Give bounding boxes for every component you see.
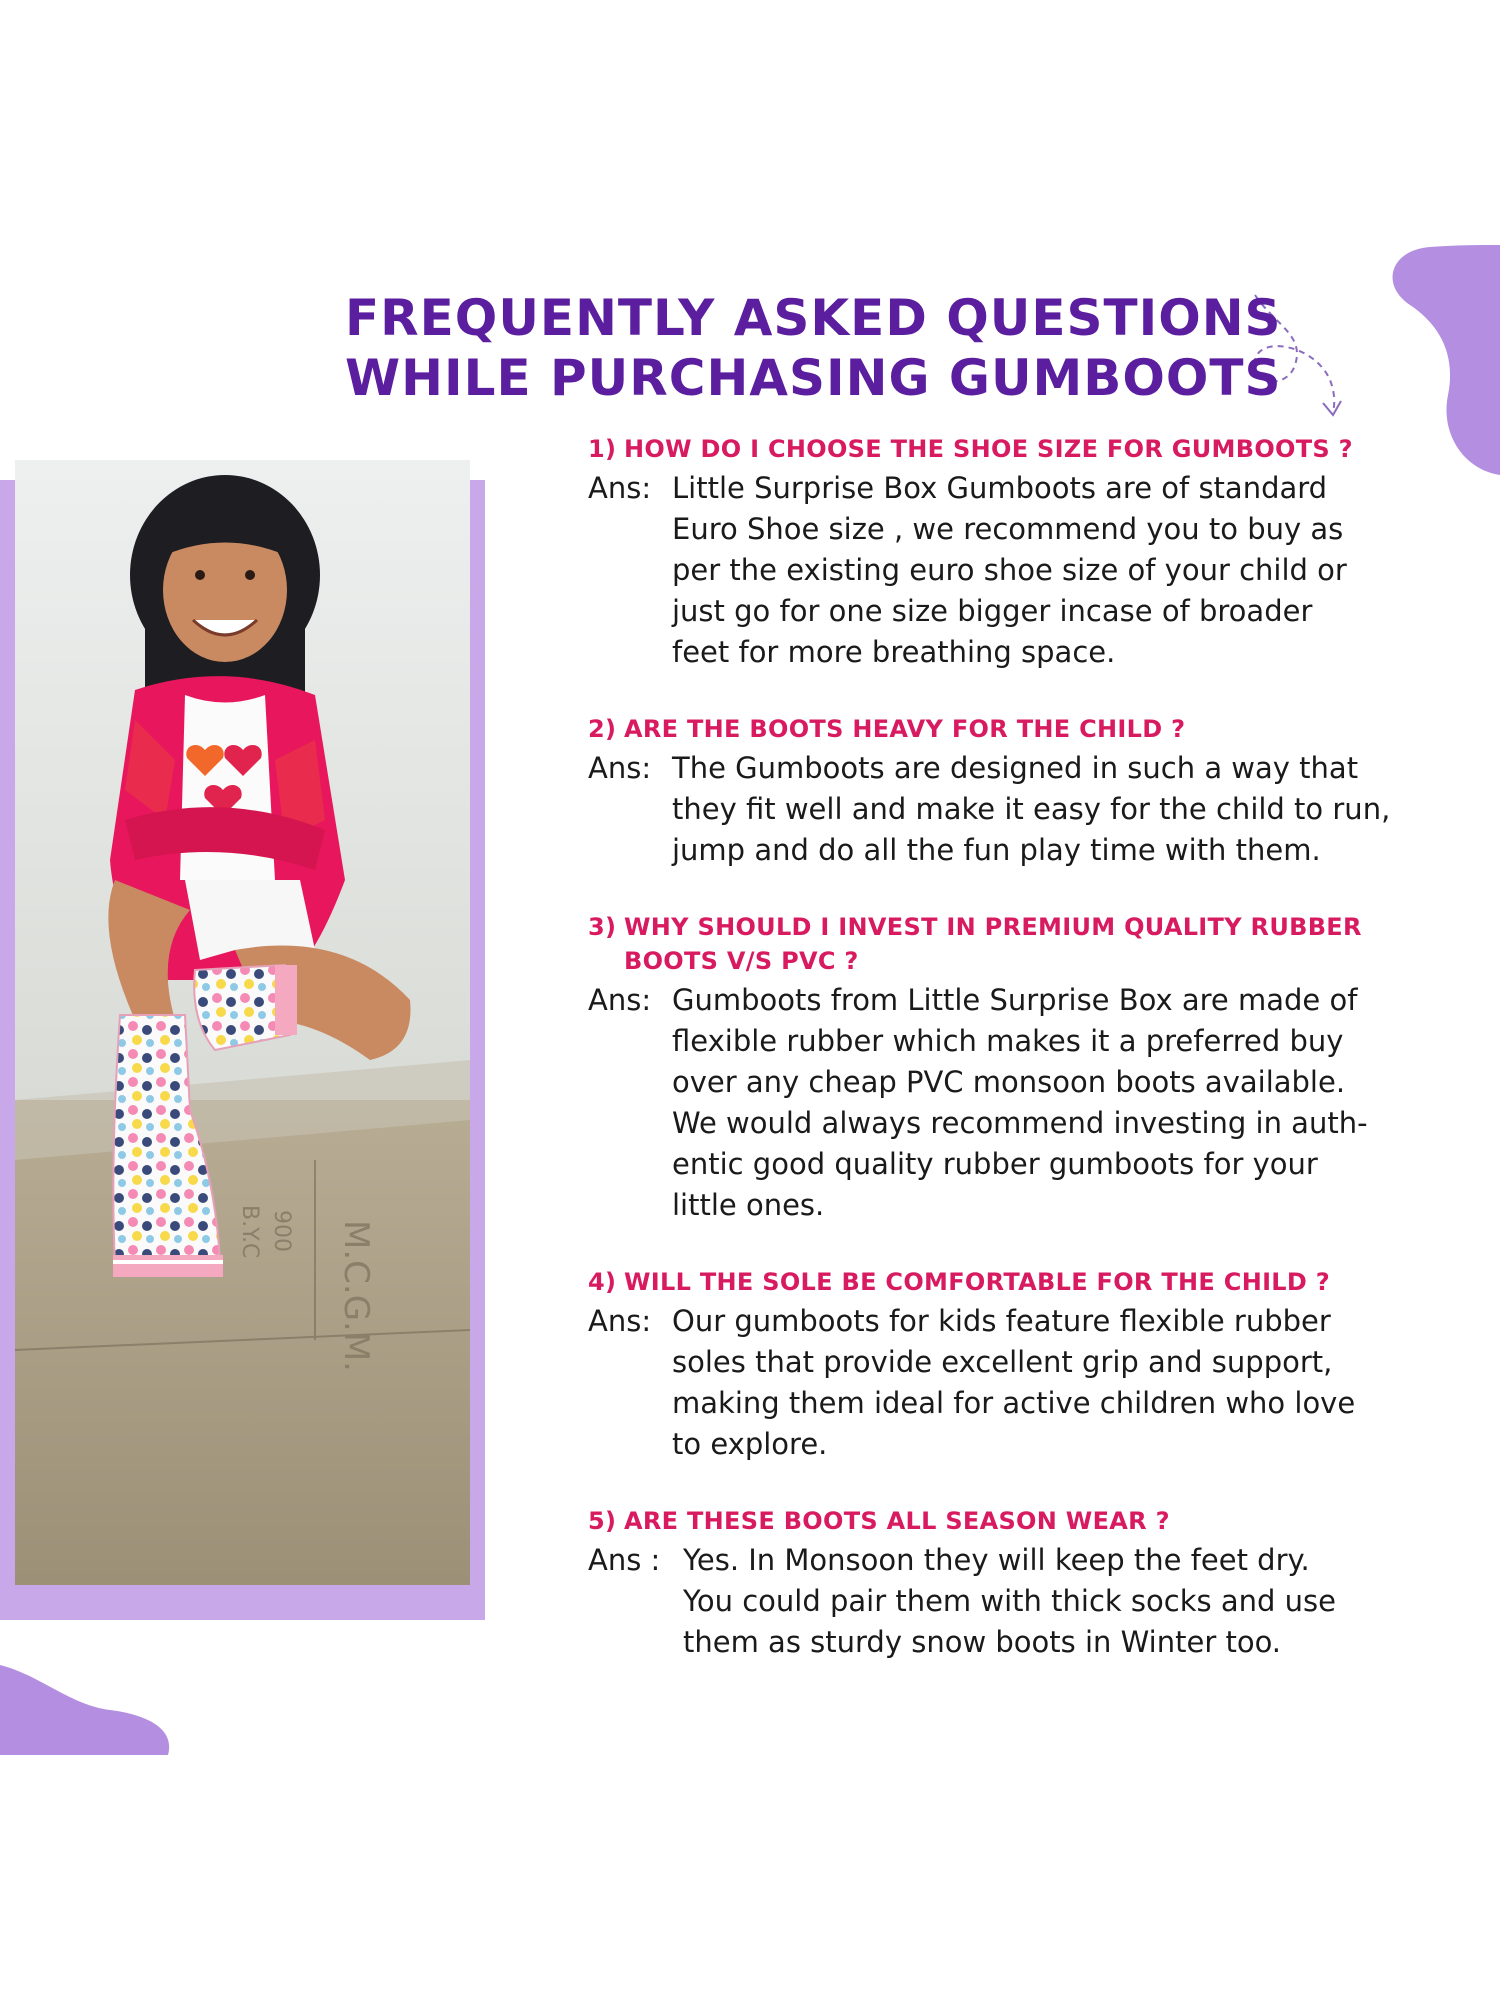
- product-photo: [15, 460, 470, 1585]
- faq-question-4: 4) WILL THE SOLE BE COMFORTABLE FOR THE CHILD ?: [588, 1268, 1331, 1296]
- faq-item-4: [588, 1265, 1488, 1465]
- pavement-engraving-3: B.Y.C: [237, 1205, 262, 1259]
- faq-answer-5: Ans : Yes. In Monsoon they will keep the feet dry. You could pair them with thick socks and use them as sturdy snow boots in Winter too.: [588, 1540, 1488, 1663]
- answer-label: Ans:: [588, 471, 652, 505]
- faq-question-2: 2) ARE THE BOOTS HEAVY FOR THE CHILD ?: [588, 715, 1186, 743]
- faq-item-2: [588, 712, 1488, 871]
- faq-answer-3: Ans: Gumboots from Little Surprise Box are made of flexible rubber which makes it a preferred buy over any cheap PVC monsoon boots available. We would always recommend investing in auth- entic good quality rubber gumboots for your little ones.: [588, 980, 1488, 1226]
- faq-answer-1: Ans: Little Surprise Box Gumboots are of standard Euro Shoe size , we recommend you to buy as per the existing euro shoe size of your child or just go for one size bigger incase of broader feet for more breathing space.: [588, 468, 1488, 673]
- answer-label: Ans :: [588, 1543, 661, 1577]
- title-line-2: WHILE PURCHASING GUMBOOTS: [345, 349, 1282, 407]
- title-line-1: FREQUENTLY ASKED QUESTIONS: [345, 289, 1282, 347]
- faq-item-5: [588, 1504, 1488, 1663]
- faq-question-3: 3) WHY SHOULD I INVEST IN PREMIUM QUALITY RUBBER BOOTS V/S PVC ?: [588, 913, 1362, 975]
- answer-label: Ans:: [588, 983, 652, 1017]
- page-title: [345, 288, 1282, 408]
- decorative-blob-bottom-left: [0, 1665, 175, 1755]
- answer-label: Ans:: [588, 751, 652, 785]
- faq-question-1: 1) HOW DO I CHOOSE THE SHOE SIZE FOR GUMBOOTS ?: [588, 435, 1353, 463]
- answer-label: Ans:: [588, 1304, 652, 1338]
- faq-list: [588, 432, 1488, 1702]
- faq-answer-4: Ans: Our gumboots for kids feature flexible rubber soles that provide excellent grip and support, making them ideal for active children who love to explore.: [588, 1301, 1488, 1465]
- faq-answer-2: Ans: The Gumboots are designed in such a way that they fit well and make it easy for the child to run, jump and do all the fun play time with them.: [588, 748, 1488, 871]
- girl-with-gumboots-illustration: [15, 460, 470, 1585]
- pavement-engraving-2: 900: [269, 1210, 294, 1252]
- faq-item-1: [588, 432, 1488, 673]
- pavement-engraving-1: M.C.G.M.: [336, 1220, 376, 1372]
- faq-item-3: [588, 910, 1488, 1226]
- faq-question-5: 5) ARE THESE BOOTS ALL SEASON WEAR ?: [588, 1507, 1170, 1535]
